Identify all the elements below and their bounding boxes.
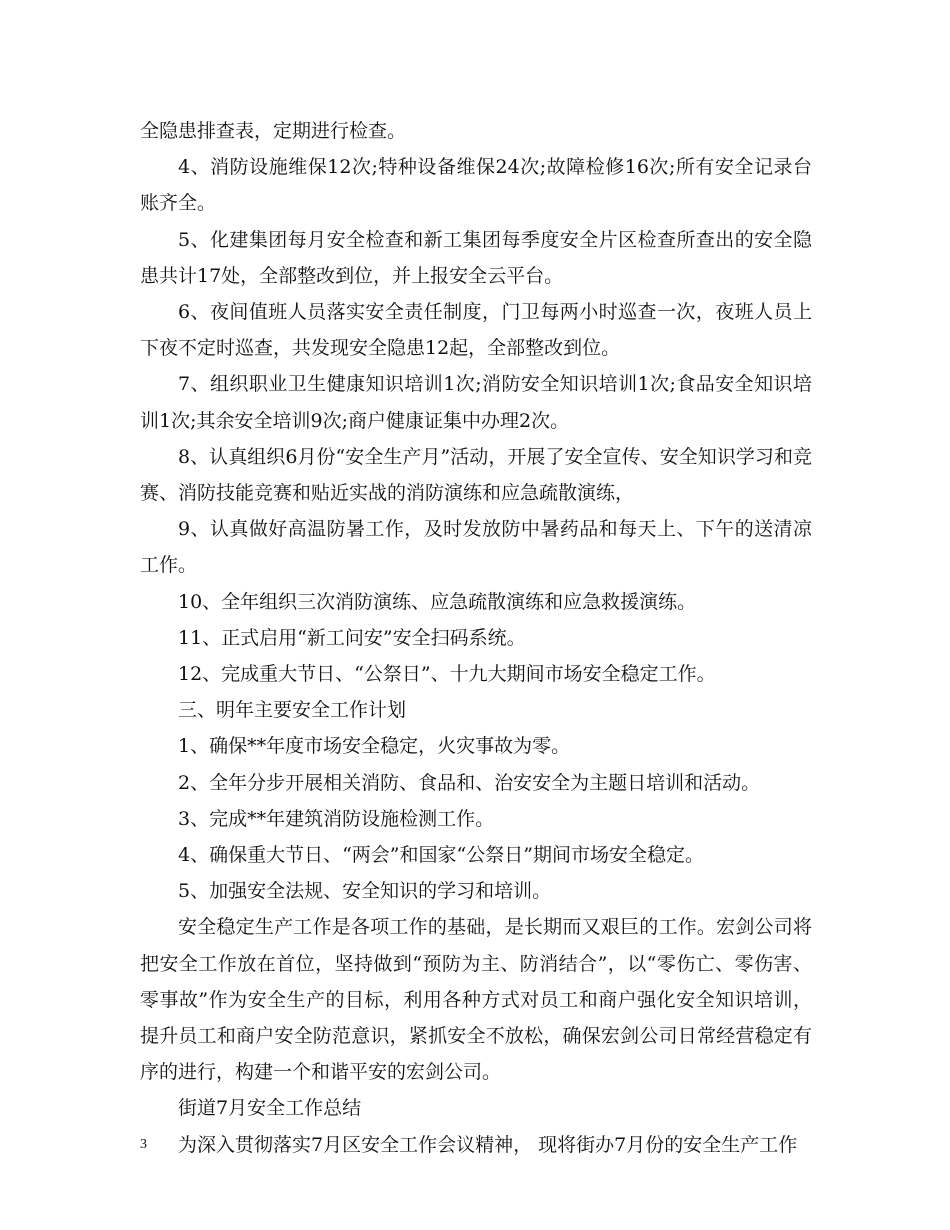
paragraph: 9、认真做好高温防暑工作，及时发放防中暑药品和每天上、下午的送清凉工作。 [140,518,812,577]
paragraph: 8、认真组织6月份“安全生产月”活动，开展了安全宣传、安全知识学习和竞赛、消防技能竞赛和贴近实战的消防演练和应急疏散演练， [140,445,812,505]
paragraph: 安全稳定生产工作是各项工作的基础，是长期而又艰巨的工作。宏剑公司将把安全工作放在首位，坚持做到“预防为主、防消结合”，以“零伤亡、零伤害、零事故”作为安全生产的目标，利用各种方式对员工和商户强化安全知识培训，提升员工和商户安全防范意识，紧抓安全不放松，确保宏剑公司日常经营稳定有序的进行，构建一个和谐平安的宏剑公司。 [140,916,812,1084]
paragraph: 3、完成**年建筑消防设施检测工作。 [178,807,495,830]
paragraph: 11、正式启用“新工问安”安全扫码系统。 [178,626,526,649]
paragraph: 10、全年组织三次消防演练、应急疏散演练和应急救援演练。 [178,590,697,613]
paragraph: 4、确保重大节日、“两会”和国家“公祭日”期间市场安全稳定。 [178,844,704,867]
paragraph: 4、消防设施维保12次;特种设备维保24次;故障检修16次;所有安全记录台账齐全。 [140,156,812,215]
paragraph: 2、全年分步开展相关消防、食品和、治安安全为主题日培训和活动。 [178,771,761,794]
page-number: 3 [140,1137,147,1152]
document-page [140,113,812,1163]
section-heading: 街道7月安全工作总结 [178,1097,362,1120]
paragraph: 1、确保**年度市场安全稳定，火灾事故为零。 [178,735,571,758]
paragraph: 5、化建集团每月安全检查和新工集团每季度安全片区检查所查出的安全隐患共计17处，全部整改到位，并上报安全云平台。 [140,228,812,287]
paragraph: 为深入贯彻落实7月区安全工作会议精神， 现将街办7月份的安全生产工作 [178,1133,798,1156]
paragraph: 12、完成重大节日、“公祭日”、十九大期间市场安全稳定工作。 [178,663,716,686]
paragraph: 7、组织职业卫生健康知识培训1次;消防安全知识培训1次;食品安全知识培训1次;其余安全培训9次;商户健康证集中办理2次。 [140,373,812,432]
paragraph: 5、加强安全法规、安全知识的学习和培训。 [178,880,552,903]
section-heading: 三、明年主要安全工作计划 [178,699,407,722]
paragraph: 全隐患排查表，定期进行检查。 [140,120,407,142]
paragraph: 6、夜间值班人员落实安全责任制度，门卫每两小时巡查一次，夜班人员上下夜不定时巡查，共发现安全隐患12起，全部整改到位。 [140,301,812,360]
